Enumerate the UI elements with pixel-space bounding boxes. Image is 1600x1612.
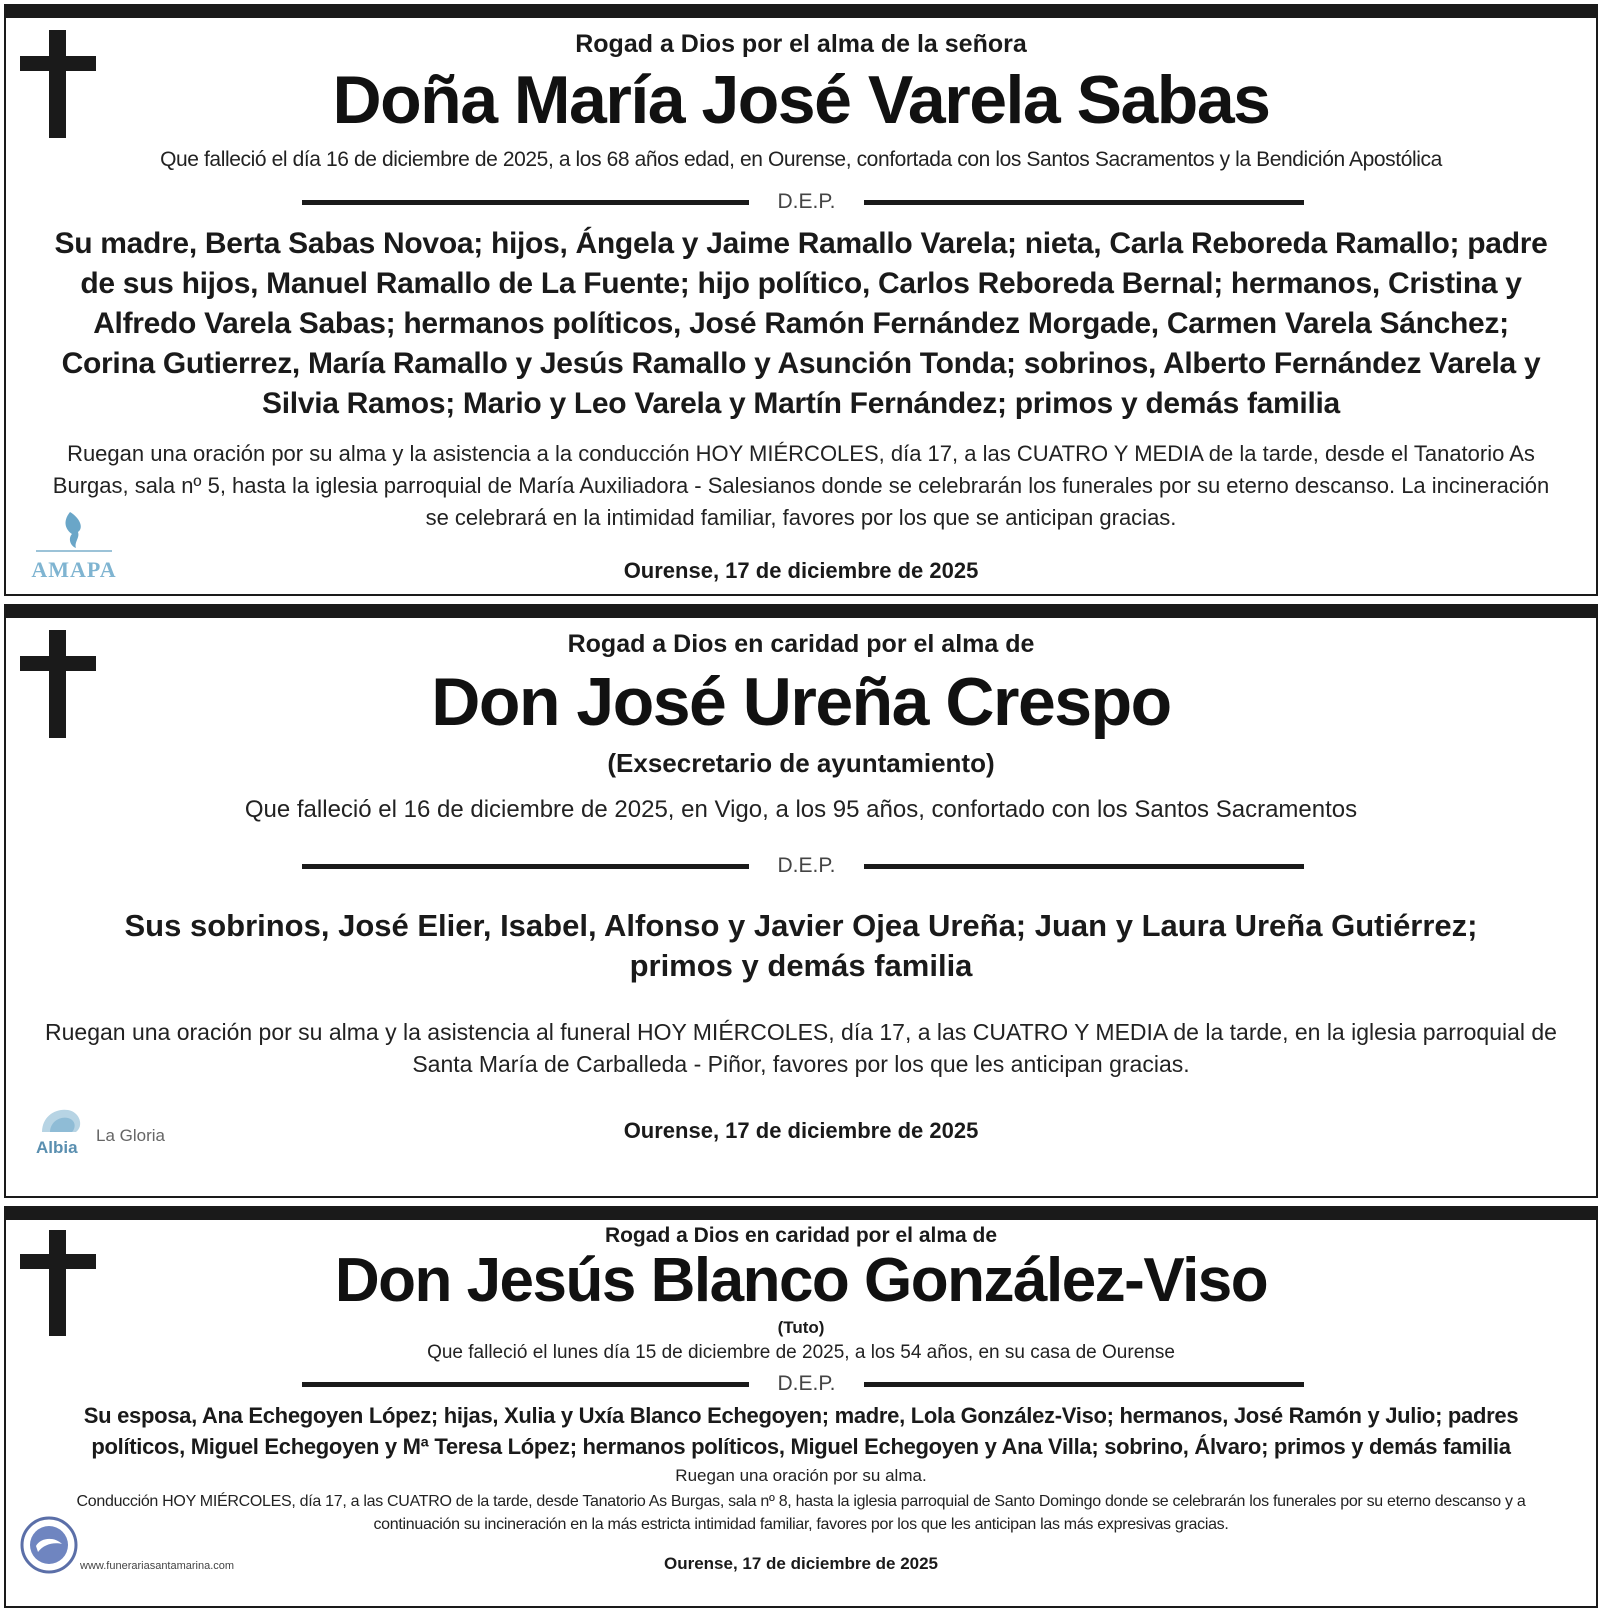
deceased-name: Don Jesús Blanco González-Viso bbox=[334, 1246, 1268, 1315]
flame-logo-icon bbox=[26, 508, 122, 552]
logo-text-la-gloria: La Gloria bbox=[96, 1126, 165, 1145]
death-details: Que falleció el lunes día 15 de diciembre de 2025, a los 54 años, en su casa de Ourense bbox=[427, 1342, 1175, 1363]
dep-label: D.E.P. bbox=[777, 1372, 836, 1395]
place-date: Ourense, 17 de diciembre de 2025 bbox=[623, 1118, 979, 1143]
dep-divider bbox=[6, 1372, 1596, 1396]
death-details: Que falleció el 16 de diciembre de 2025, en Vigo, a los 95 años, confortado con los Santos Sacramentos bbox=[244, 796, 1358, 823]
deceased-nickname: (Tuto) bbox=[777, 1318, 825, 1337]
family-list: Sus sobrinos, José Elier, Isabel, Alfonso y Javier Ojea Ureña; Juan y Laura Ureña Gutiérrez; primos y demás familia bbox=[124, 908, 1478, 983]
ceremony-details: Conducción HOY MIÉRCOLES, día 17, a las CUATRO de la tarde, desde Tanatorio As Burgas, sala nº 8, hasta la iglesia parroquial de Santo Domingo donde se celebrarán los funerales por su eterno descanso y a continuación su incineración en la más estricta intimidad familiar, favores por los que les anticipan las más expresivas gracias. bbox=[76, 1493, 1526, 1533]
obituary-notice bbox=[4, 604, 1598, 1198]
logo-text: AMAPA bbox=[31, 557, 117, 582]
dep-label: D.E.P. bbox=[777, 854, 836, 877]
funeral-home-url: www.funerariasantamarina.com bbox=[80, 1560, 235, 1572]
logo-text-albia: Albia bbox=[36, 1138, 78, 1157]
intro-line: Rogad a Dios por el alma de la señora bbox=[575, 30, 1027, 58]
deceased-name: Don José Ureña Crespo bbox=[431, 664, 1171, 740]
family-list: Su madre, Berta Sabas Novoa; hijos, Ángela y Jaime Ramallo Varela; nieta, Carla Reboreda Ramallo; padre de sus hijos, Manuel Ramallo de La Fuente; hijo político, Carlos Reboreda Bernal; hermanos, Cristina y Alfredo Varela Sabas; hermanos políticos, José Ramón Fernández Morgade, Carmen Varela Sánchez; Corina Gutierrez, María Ramallo y Jesús Ramallo y Asunción Tonda; sobrinos, Alberto Fernández Varela y Silvia Ramos; Mario y Leo Varela y Martín Fernández; primos y demás familia bbox=[54, 227, 1548, 420]
obituary-notice bbox=[4, 4, 1598, 596]
deceased-role: (Exsecretario de ayuntamiento) bbox=[607, 748, 995, 778]
place-date: Ourense, 17 de diciembre de 2025 bbox=[663, 1554, 939, 1573]
obituary-notice bbox=[4, 1206, 1598, 1608]
ceremony-details: Ruegan una oración por su alma y la asistencia al funeral HOY MIÉRCOLES, día 17, a las CUATRO Y MEDIA de la tarde, en la iglesia parroquial de Santa María de Carballeda - Piñor, favores por los que les anticipan gracias. bbox=[45, 1019, 1557, 1077]
dep-label: D.E.P. bbox=[777, 190, 836, 213]
dep-divider bbox=[6, 854, 1596, 878]
intro-line: Rogad a Dios en caridad por el alma de bbox=[604, 1224, 998, 1247]
dep-divider bbox=[6, 190, 1596, 214]
death-details: Que falleció el día 16 de diciembre de 2025, a los 68 años edad, en Ourense, confortada con los Santos Sacramentos y la Bendición Apostólica bbox=[160, 148, 1442, 171]
prayer-request: Ruegan una oración por su alma. bbox=[675, 1466, 927, 1485]
place-date: Ourense, 17 de diciembre de 2025 bbox=[623, 558, 979, 583]
deceased-name: Doña María José Varela Sabas bbox=[332, 62, 1270, 138]
family-list: Su esposa, Ana Echegoyen López; hijas, Xulia y Uxía Blanco Echegoyen; madre, Lola González-Viso; hermanos, José Ramón y Julio; padres políticos, Miguel Echegoyen y Mª Teresa López; hermanos políticos, Miguel Echegoyen y Ana Villa; sobrino, Álvaro; primos y demás familia bbox=[83, 1403, 1519, 1459]
ceremony-details: Ruegan una oración por su alma y la asistencia a la conducción HOY MIÉRCOLES, día 17, a las CUATRO Y MEDIA de la tarde, desde el Tanatorio As Burgas, sala nº 5, hasta la iglesia parroquial de María Auxiliadora - Salesianos donde se celebrarán los funerales por su eterno descanso. La incineración se celebrará en la intimidad familiar, favores por los que se anticipan gracias. bbox=[52, 441, 1550, 530]
intro-line: Rogad a Dios en caridad por el alma de bbox=[567, 630, 1035, 658]
